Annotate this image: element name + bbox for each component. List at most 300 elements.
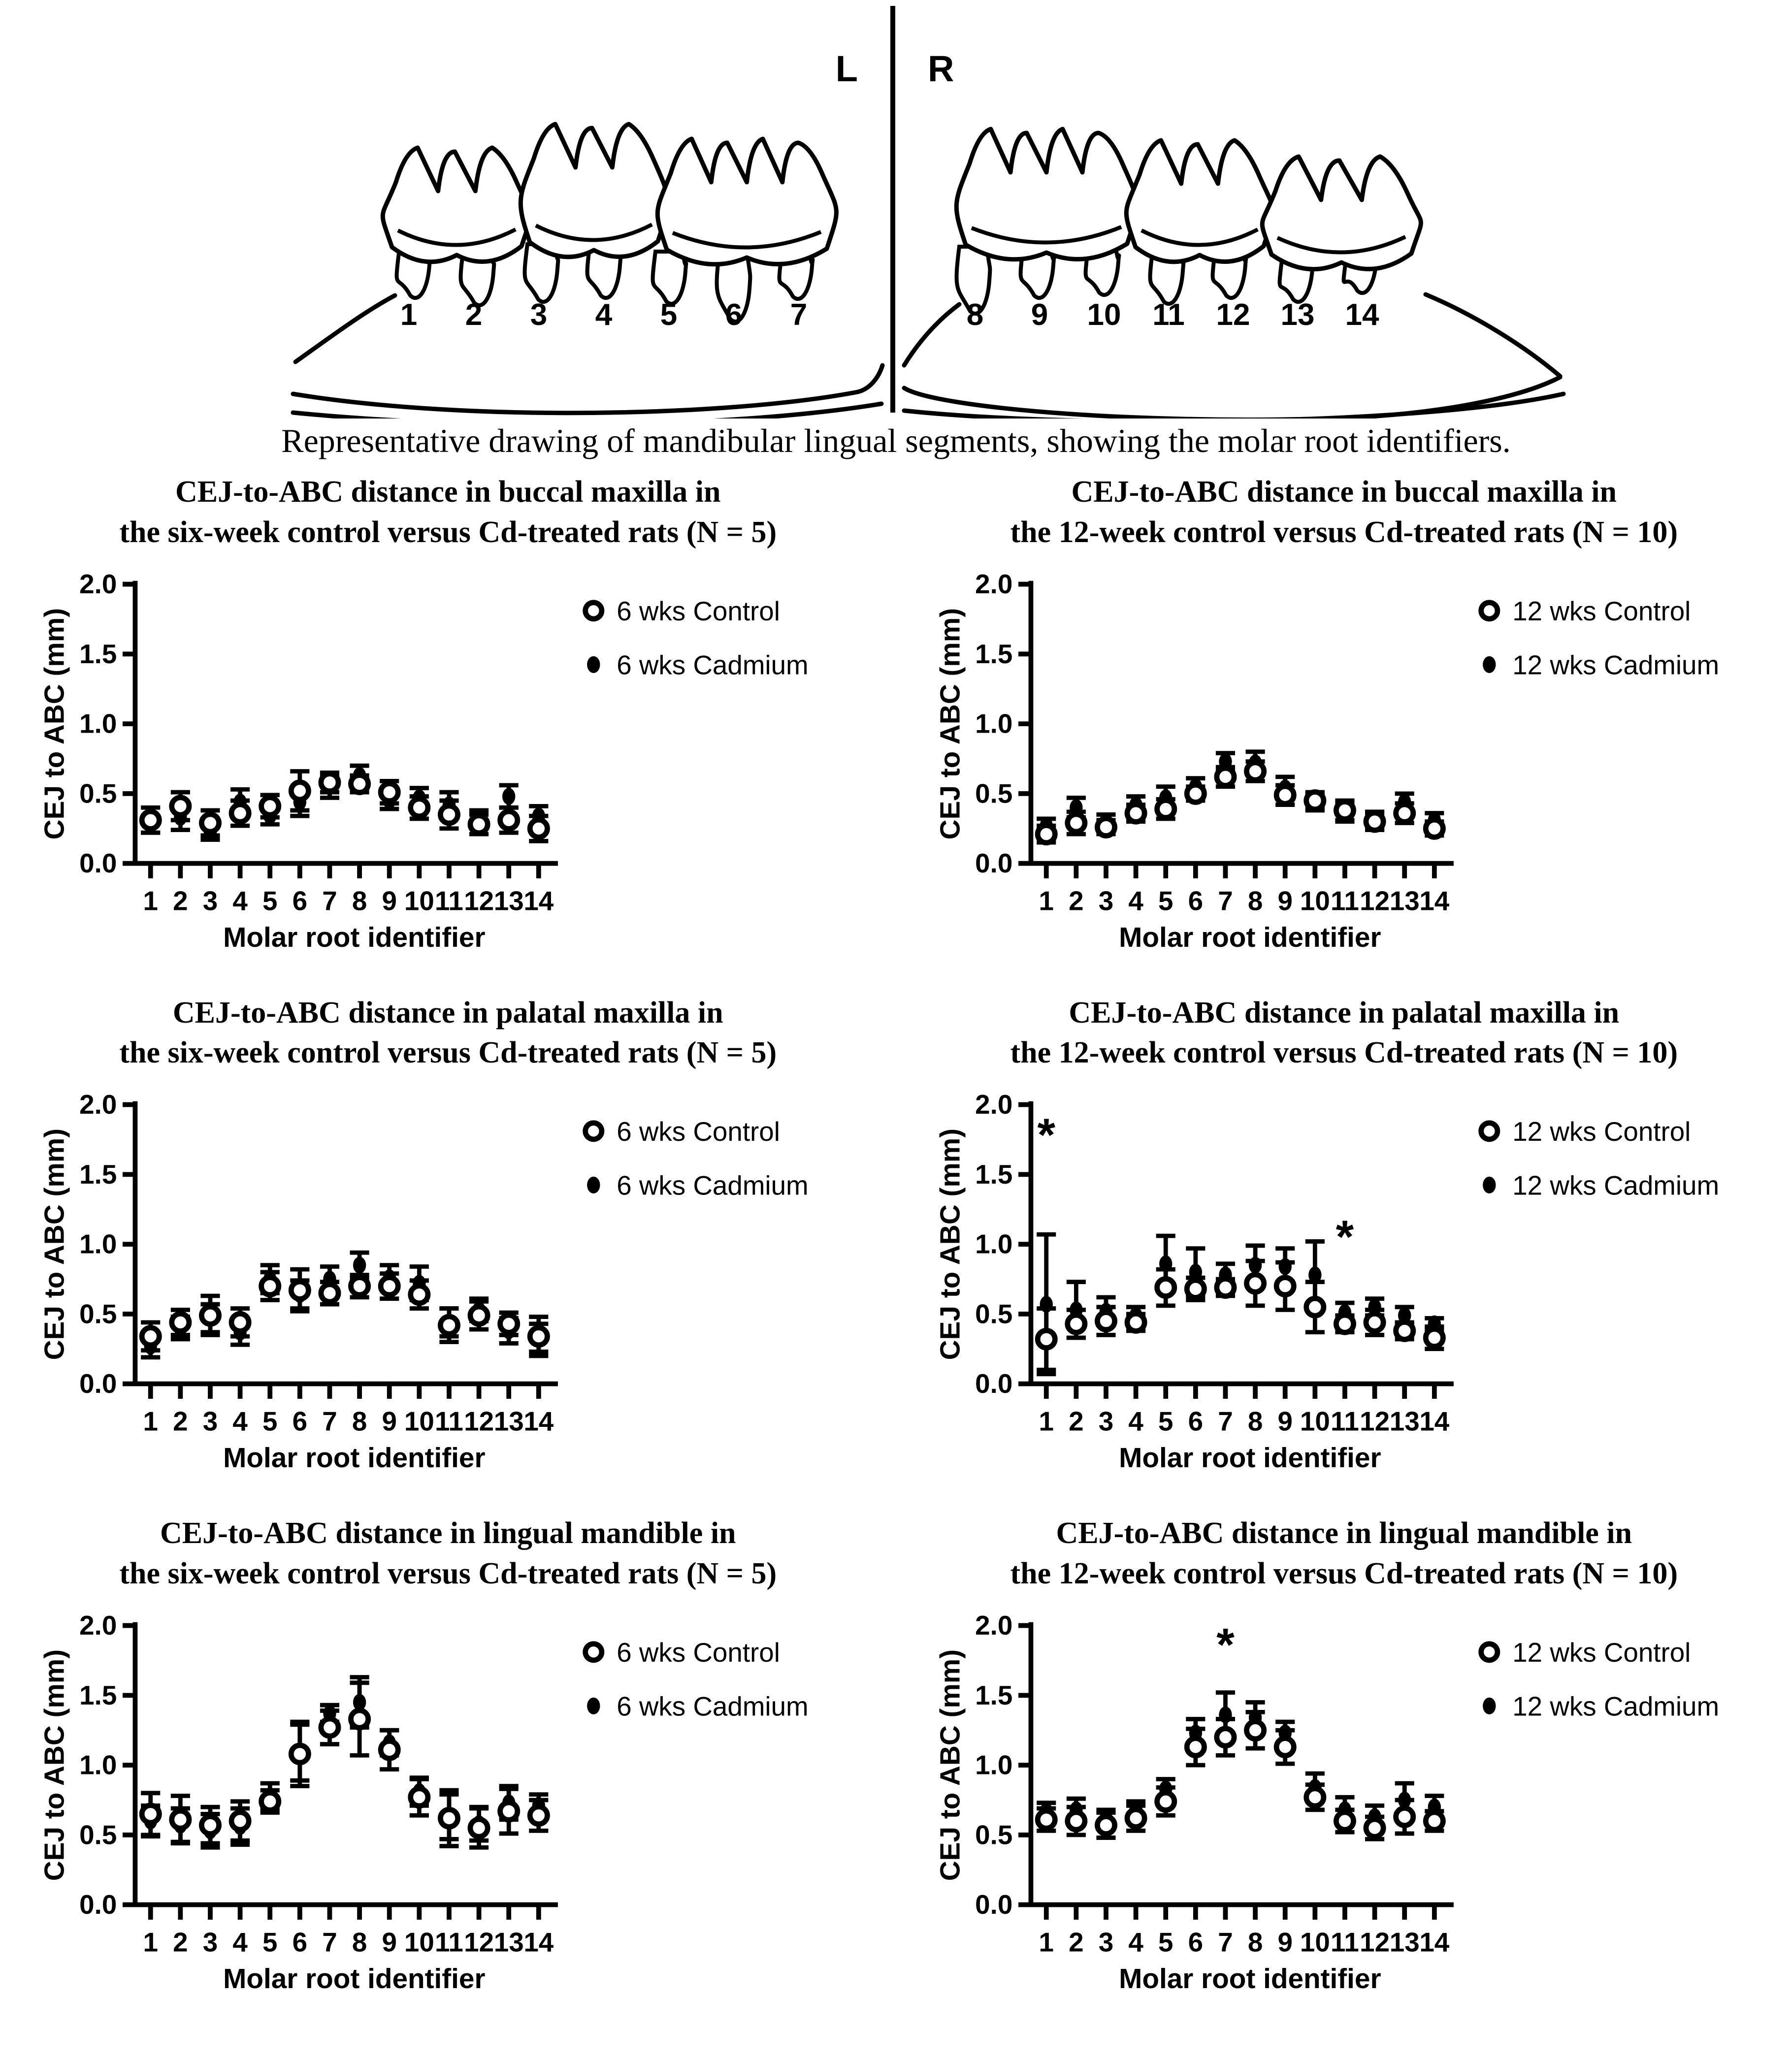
- control-point: [351, 1710, 368, 1728]
- x-tick-label: 10: [404, 885, 434, 916]
- root-number: 2: [465, 298, 483, 332]
- control-point: [1217, 1279, 1234, 1296]
- y-tick-label: 2.0: [79, 1610, 117, 1641]
- error-bars: [141, 1253, 548, 1357]
- control-point: [1098, 1816, 1115, 1834]
- chart-title-line1: CEJ-to-ABC distance in palatal maxilla in: [1069, 996, 1620, 1030]
- control-point: [1426, 820, 1443, 837]
- chart-lingual-mandible-12wk: [911, 1594, 1777, 2028]
- control-point: [142, 1328, 159, 1345]
- legend-label-control: 6 wks Control: [616, 595, 780, 626]
- chart-title-line1: CEJ-to-ABC distance in lingual mandible in: [160, 1516, 736, 1550]
- control-point: [1396, 805, 1413, 822]
- x-tick-label: 3: [1099, 1406, 1114, 1437]
- x-tick-label: 5: [1158, 885, 1173, 916]
- control-point: [500, 811, 517, 829]
- cadmium-point: [353, 1257, 366, 1274]
- control-point: [1366, 1819, 1383, 1836]
- legend-label-control: 12 wks Control: [1512, 595, 1691, 626]
- chart-title: [119, 1513, 777, 1594]
- legend-filled-circle-icon: [1483, 1698, 1496, 1714]
- chart-buccal-maxilla-12wk: [911, 553, 1777, 986]
- control-point: [201, 1307, 219, 1324]
- control-point: [1068, 814, 1085, 831]
- x-tick-label: 6: [292, 885, 307, 916]
- control-point: [172, 1811, 189, 1828]
- chart-title-line2: the six-week control versus Cd-treated rats (N = 5): [119, 1036, 777, 1070]
- legend: [585, 1637, 808, 1722]
- control-point: [470, 815, 488, 833]
- root-number: 3: [530, 298, 548, 332]
- cadmium-point: [502, 788, 515, 805]
- x-tick-label: 4: [1128, 885, 1144, 916]
- cadmium-point: [1249, 1257, 1262, 1274]
- x-tick-label: 7: [1218, 1927, 1233, 1958]
- root-number: 8: [966, 298, 984, 332]
- x-tick-label: 2: [172, 1406, 188, 1437]
- x-tick-label: 9: [1277, 885, 1293, 916]
- y-axis-title: CEJ to ABC (mm): [39, 608, 70, 839]
- divider-line: [890, 6, 895, 413]
- control-point: [1187, 785, 1204, 802]
- control-point: [530, 1328, 547, 1345]
- x-tick-label: 6: [292, 1927, 307, 1958]
- control-point: [321, 1719, 338, 1736]
- x-tick-label: 14: [1419, 1406, 1450, 1437]
- chart-title-line1: CEJ-to-ABC distance in buccal maxilla in: [175, 475, 721, 509]
- control-point: [261, 1793, 278, 1810]
- chart-title-line2: the 12-week control versus Cd-treated rats (N = 10): [1010, 1036, 1678, 1070]
- control-point: [291, 1745, 308, 1763]
- x-tick-label: 11: [1331, 1927, 1360, 1958]
- x-tick-label: 6: [1188, 1406, 1204, 1437]
- error-bars: [1037, 1235, 1444, 1375]
- control-point: [142, 811, 159, 829]
- y-tick-label: 1.5: [79, 638, 117, 669]
- legend: [585, 596, 808, 680]
- legend-label-cadmium: 12 wks Cadmium: [1512, 649, 1720, 680]
- chart-title: [119, 472, 777, 553]
- y-tick-label: 0.0: [79, 1889, 117, 1920]
- legend-label-cadmium: 6 wks Cadmium: [616, 1170, 809, 1201]
- y-tick-label: 0.5: [79, 778, 117, 809]
- legend-open-circle-icon: [585, 602, 601, 618]
- jaw-curve: [295, 295, 395, 362]
- y-tick-label: 0.5: [975, 1819, 1013, 1850]
- control-series: [1038, 1722, 1443, 1837]
- x-tick-label: 7: [1218, 885, 1233, 916]
- x-tick-label: 2: [172, 885, 188, 916]
- x-tick-label: 8: [352, 1927, 367, 1958]
- cadmium-point: [1040, 1296, 1053, 1313]
- axes: [123, 1101, 558, 1399]
- legend-label-control: 12 wks Control: [1512, 1116, 1691, 1147]
- chart-title-line2: the six-week control versus Cd-treated rats (N = 5): [119, 1557, 777, 1591]
- chart-title-line2: the six-week control versus Cd-treated rats (N = 5): [119, 515, 777, 549]
- axes: [1018, 1101, 1454, 1399]
- control-point: [1038, 1331, 1055, 1348]
- y-tick-label: 1.5: [975, 1159, 1013, 1190]
- x-tick-label: 3: [202, 1927, 218, 1958]
- axes: [1018, 1622, 1454, 1920]
- x-tick-label: 11: [434, 885, 463, 916]
- cadmium-point: [1219, 1706, 1232, 1723]
- control-point: [1157, 1793, 1174, 1810]
- control-point: [500, 1315, 517, 1332]
- y-tick-label: 0.5: [79, 1819, 117, 1850]
- control-point: [381, 1741, 398, 1758]
- x-axis-title: Molar root identifier: [223, 922, 486, 953]
- control-point: [1038, 1811, 1055, 1828]
- x-tick-label: 13: [1389, 1927, 1420, 1958]
- control-point: [1306, 1298, 1324, 1316]
- root-number: 7: [790, 298, 808, 332]
- legend-open-circle-icon: [1481, 1644, 1498, 1660]
- molar-tooth: [383, 148, 531, 305]
- y-tick-label: 1.0: [975, 1749, 1013, 1780]
- jaw-curve: [1426, 294, 1560, 376]
- x-tick-label: 12: [463, 1927, 494, 1958]
- legend-open-circle-icon: [1481, 1123, 1498, 1139]
- x-tick-label: 2: [1069, 1406, 1084, 1437]
- x-tick-label: 13: [1389, 885, 1420, 916]
- control-point: [142, 1805, 159, 1823]
- control-point: [1068, 1315, 1085, 1332]
- y-tick-label: 0.0: [79, 1368, 117, 1399]
- control-point: [1127, 1809, 1144, 1827]
- chart-block-palatal-maxilla-12wk: [896, 993, 1792, 1507]
- y-tick-label: 1.0: [975, 708, 1013, 739]
- control-point: [231, 1812, 249, 1830]
- x-tick-label: 13: [1389, 1406, 1420, 1437]
- x-tick-label: 4: [232, 1406, 248, 1437]
- legend-label-cadmium: 12 wks Cadmium: [1512, 1170, 1720, 1201]
- legend-label-cadmium: 6 wks Cadmium: [616, 649, 809, 680]
- charts-grid: [0, 465, 1792, 2028]
- x-tick-label: 9: [382, 1406, 397, 1437]
- control-point: [1336, 1315, 1354, 1332]
- root-number: 9: [1031, 298, 1048, 332]
- root-number: 13: [1280, 298, 1315, 332]
- axes: [123, 580, 558, 878]
- control-point: [1187, 1738, 1204, 1756]
- jaw-curve: [904, 377, 1560, 418]
- control-point: [1276, 1278, 1294, 1295]
- x-tick-label: 12: [1360, 885, 1390, 916]
- legend: [585, 1116, 808, 1201]
- y-axis-title: CEJ to ABC (mm): [935, 608, 966, 839]
- legend: [1481, 596, 1719, 680]
- control-point: [231, 805, 249, 822]
- molar-tooth: [1126, 140, 1273, 304]
- y-tick-label: 1.5: [79, 1679, 117, 1710]
- control-point: [1187, 1281, 1204, 1298]
- chart-block-buccal-maxilla-12wk: [896, 472, 1792, 986]
- chart-block-lingual-mandible-12wk: [896, 1513, 1792, 2028]
- control-point: [1276, 786, 1294, 804]
- x-tick-label: 12: [463, 885, 494, 916]
- control-point: [172, 797, 189, 814]
- legend-open-circle-icon: [585, 1123, 601, 1139]
- x-axis-title: Molar root identifier: [1119, 922, 1381, 953]
- control-point: [530, 820, 547, 837]
- x-tick-label: 9: [382, 1927, 397, 1958]
- x-tick-label: 13: [493, 1406, 524, 1437]
- legend-label-control: 12 wks Control: [1512, 1637, 1691, 1668]
- cadmium-point: [1159, 1255, 1172, 1272]
- x-tick-label: 8: [352, 1406, 367, 1437]
- x-tick-label: 8: [1248, 885, 1263, 916]
- control-point: [1396, 1808, 1413, 1825]
- significance-asterisk: *: [1037, 1109, 1056, 1161]
- x-tick-label: 5: [1158, 1927, 1173, 1958]
- y-tick-label: 2.0: [975, 568, 1013, 599]
- control-point: [1306, 792, 1324, 809]
- control-point: [1366, 1314, 1383, 1331]
- control-point: [470, 1819, 488, 1836]
- x-tick-label: 10: [1300, 1406, 1331, 1437]
- chart-palatal-maxilla-12wk: [911, 1073, 1777, 1507]
- x-tick-label: 12: [1360, 1406, 1390, 1437]
- y-tick-label: 0.0: [975, 1368, 1013, 1399]
- chart-lingual-mandible-6wk: [15, 1594, 881, 2028]
- control-point: [410, 799, 427, 816]
- control-point: [1336, 1812, 1354, 1830]
- root-number: 6: [725, 298, 743, 332]
- legend-filled-circle-icon: [587, 656, 600, 673]
- y-tick-label: 0.5: [975, 778, 1013, 809]
- control-point: [291, 782, 308, 799]
- control-point: [530, 1807, 547, 1824]
- control-point: [1366, 813, 1383, 830]
- mandibular-segments-drawing: [0, 0, 1792, 418]
- x-tick-label: 11: [434, 1927, 463, 1958]
- x-tick-label: 1: [1039, 1406, 1054, 1437]
- chart-buccal-maxilla-6wk: [15, 553, 881, 986]
- legend: [1481, 1116, 1719, 1201]
- x-tick-label: 3: [202, 885, 218, 916]
- control-point: [1217, 768, 1234, 785]
- chart-title-line1: CEJ-to-ABC distance in lingual mandible in: [1056, 1516, 1632, 1550]
- x-tick-label: 8: [1248, 1406, 1263, 1437]
- y-tick-label: 1.0: [975, 1229, 1013, 1260]
- x-tick-label: 7: [322, 1406, 337, 1437]
- y-axis-title: CEJ to ABC (mm): [39, 1128, 70, 1360]
- control-point: [500, 1802, 517, 1820]
- control-point: [351, 1278, 368, 1295]
- chart-title: [119, 993, 777, 1074]
- cadmium-point: [1308, 1267, 1321, 1284]
- x-tick-label: 11: [1331, 1406, 1360, 1437]
- y-tick-label: 2.0: [975, 1089, 1013, 1120]
- molar-root: [653, 252, 686, 304]
- legend-label-control: 6 wks Control: [616, 1116, 780, 1147]
- x-axis-title: Molar root identifier: [1119, 1963, 1381, 1995]
- control-point: [410, 1789, 427, 1806]
- y-tick-label: 0.0: [975, 1889, 1013, 1920]
- molar-tooth: [653, 139, 837, 322]
- root-number: 14: [1345, 298, 1379, 332]
- x-tick-label: 4: [232, 885, 248, 916]
- control-point: [201, 814, 219, 831]
- root-number: 12: [1216, 298, 1250, 332]
- x-tick-label: 12: [1360, 1927, 1390, 1958]
- chart-block-lingual-mandible-6wk: [0, 1513, 896, 2028]
- x-tick-label: 11: [434, 1406, 463, 1437]
- legend-filled-circle-icon: [587, 1698, 600, 1714]
- control-point: [1276, 1738, 1294, 1756]
- control-point: [381, 1278, 398, 1295]
- x-tick-label: 9: [1277, 1927, 1293, 1958]
- axes: [123, 1622, 558, 1920]
- legend-label-cadmium: 12 wks Cadmium: [1512, 1691, 1720, 1722]
- y-tick-label: 0.0: [79, 847, 117, 878]
- molar-tooth: [1262, 157, 1421, 302]
- x-tick-label: 4: [1128, 1927, 1144, 1958]
- chart-title-line2: the 12-week control versus Cd-treated rats (N = 10): [1010, 515, 1678, 549]
- x-tick-label: 6: [292, 1406, 307, 1437]
- control-point: [1098, 818, 1115, 836]
- control-series: [142, 773, 547, 837]
- control-point: [1098, 1313, 1115, 1330]
- molar-tooth: [956, 129, 1137, 314]
- x-tick-label: 13: [493, 885, 524, 916]
- x-tick-label: 1: [143, 1406, 158, 1437]
- control-point: [1157, 1279, 1174, 1296]
- control-point: [1247, 1722, 1264, 1739]
- x-tick-label: 9: [1277, 1406, 1293, 1437]
- error-bars: [1037, 1693, 1444, 1839]
- right-root-numbers: [967, 298, 1379, 332]
- x-axis-title: Molar root identifier: [223, 1443, 486, 1474]
- x-tick-label: 5: [262, 885, 278, 916]
- y-tick-label: 0.5: [79, 1298, 117, 1329]
- x-tick-label: 1: [1039, 885, 1054, 916]
- x-tick-label: 10: [1300, 885, 1331, 916]
- x-tick-label: 3: [1099, 885, 1114, 916]
- x-tick-label: 8: [1248, 1927, 1263, 1958]
- legend: [1481, 1637, 1719, 1722]
- chart-title-line1: CEJ-to-ABC distance in buccal maxilla in: [1071, 475, 1617, 509]
- significance-asterisk: *: [1216, 1618, 1235, 1671]
- control-point: [470, 1307, 488, 1324]
- figure-caption: Representative drawing of mandibular lingual segments, showing the molar root identifiers.: [281, 422, 1511, 459]
- x-tick-label: 8: [352, 885, 367, 916]
- control-point: [172, 1314, 189, 1331]
- control-point: [1157, 800, 1174, 817]
- chart-title: [1010, 993, 1678, 1074]
- control-series: [142, 1710, 547, 1836]
- legend-filled-circle-icon: [1483, 656, 1496, 673]
- cadmium-point: [1279, 1258, 1292, 1275]
- x-axis-title: Molar root identifier: [1119, 1443, 1381, 1474]
- control-point: [440, 1317, 457, 1334]
- y-tick-label: 1.0: [79, 708, 117, 739]
- y-axis-title: CEJ to ABC (mm): [39, 1649, 70, 1881]
- x-tick-label: 1: [143, 1927, 158, 1958]
- control-point: [321, 773, 338, 791]
- chart-title-line2: the 12-week control versus Cd-treated rats (N = 10): [1010, 1557, 1678, 1591]
- control-point: [1306, 1789, 1324, 1806]
- x-tick-label: 10: [404, 1927, 434, 1958]
- x-tick-label: 2: [1069, 885, 1084, 916]
- x-tick-label: 9: [382, 885, 397, 916]
- control-point: [1247, 1275, 1264, 1292]
- control-point: [1396, 1322, 1413, 1340]
- molar-crown: [956, 129, 1137, 259]
- control-point: [1247, 763, 1264, 780]
- control-point: [1426, 1329, 1443, 1347]
- x-tick-label: 12: [463, 1406, 494, 1437]
- control-point: [410, 1286, 427, 1303]
- chart-title: [1010, 1513, 1678, 1594]
- x-tick-label: 6: [1188, 885, 1204, 916]
- x-tick-label: 5: [1158, 1406, 1173, 1437]
- root-number: 4: [595, 298, 613, 332]
- x-tick-label: 1: [143, 885, 158, 916]
- x-tick-label: 13: [493, 1927, 524, 1958]
- control-point: [1336, 802, 1354, 819]
- x-tick-label: 14: [523, 1927, 554, 1958]
- left-side-label: L: [835, 48, 858, 89]
- y-axis-title: CEJ to ABC (mm): [935, 1128, 966, 1360]
- x-tick-label: 5: [262, 1406, 278, 1437]
- x-tick-label: 3: [1099, 1927, 1114, 1958]
- control-point: [321, 1285, 338, 1302]
- y-tick-label: 1.5: [975, 638, 1013, 669]
- y-tick-label: 1.5: [975, 1679, 1013, 1710]
- control-point: [231, 1314, 249, 1331]
- x-tick-label: 14: [523, 1406, 554, 1437]
- jaw-line-art: [293, 124, 1564, 418]
- y-tick-label: 2.0: [79, 1089, 117, 1120]
- jaw-curve: [904, 304, 959, 365]
- control-point: [351, 775, 368, 792]
- control-point: [1038, 825, 1055, 842]
- control-point: [1127, 1314, 1144, 1331]
- chart-palatal-maxilla-6wk: [15, 1073, 881, 1507]
- legend-label-cadmium: 6 wks Cadmium: [616, 1691, 809, 1722]
- root-number: 5: [660, 298, 678, 332]
- chart-title-line1: CEJ-to-ABC distance in palatal maxilla in: [172, 996, 723, 1030]
- chart-block-palatal-maxilla-6wk: [0, 993, 896, 1507]
- legend-filled-circle-icon: [587, 1177, 600, 1193]
- x-tick-label: 2: [1069, 1927, 1084, 1958]
- root-number: 1: [400, 298, 418, 332]
- control-point: [1127, 805, 1144, 822]
- x-tick-label: 14: [1419, 885, 1450, 916]
- y-axis-title: CEJ to ABC (mm): [935, 1649, 966, 1881]
- molar-tooth: [521, 124, 667, 302]
- x-axis-title: Molar root identifier: [223, 1963, 486, 1995]
- x-tick-label: 14: [523, 885, 554, 916]
- x-tick-label: 11: [1331, 885, 1360, 916]
- x-tick-label: 7: [322, 885, 337, 916]
- root-number: 11: [1152, 298, 1185, 332]
- control-point: [1217, 1729, 1234, 1746]
- x-tick-label: 7: [322, 1927, 337, 1958]
- control-point: [440, 805, 457, 823]
- y-tick-label: 1.0: [79, 1749, 117, 1780]
- root-number: 10: [1087, 298, 1121, 332]
- y-tick-label: 2.0: [975, 1610, 1013, 1641]
- legend-filled-circle-icon: [1483, 1177, 1496, 1193]
- x-tick-label: 7: [1218, 1406, 1233, 1437]
- x-tick-label: 14: [1419, 1927, 1450, 1958]
- y-tick-label: 1.5: [79, 1159, 117, 1190]
- right-side-label: R: [928, 48, 954, 89]
- y-tick-label: 2.0: [79, 568, 117, 599]
